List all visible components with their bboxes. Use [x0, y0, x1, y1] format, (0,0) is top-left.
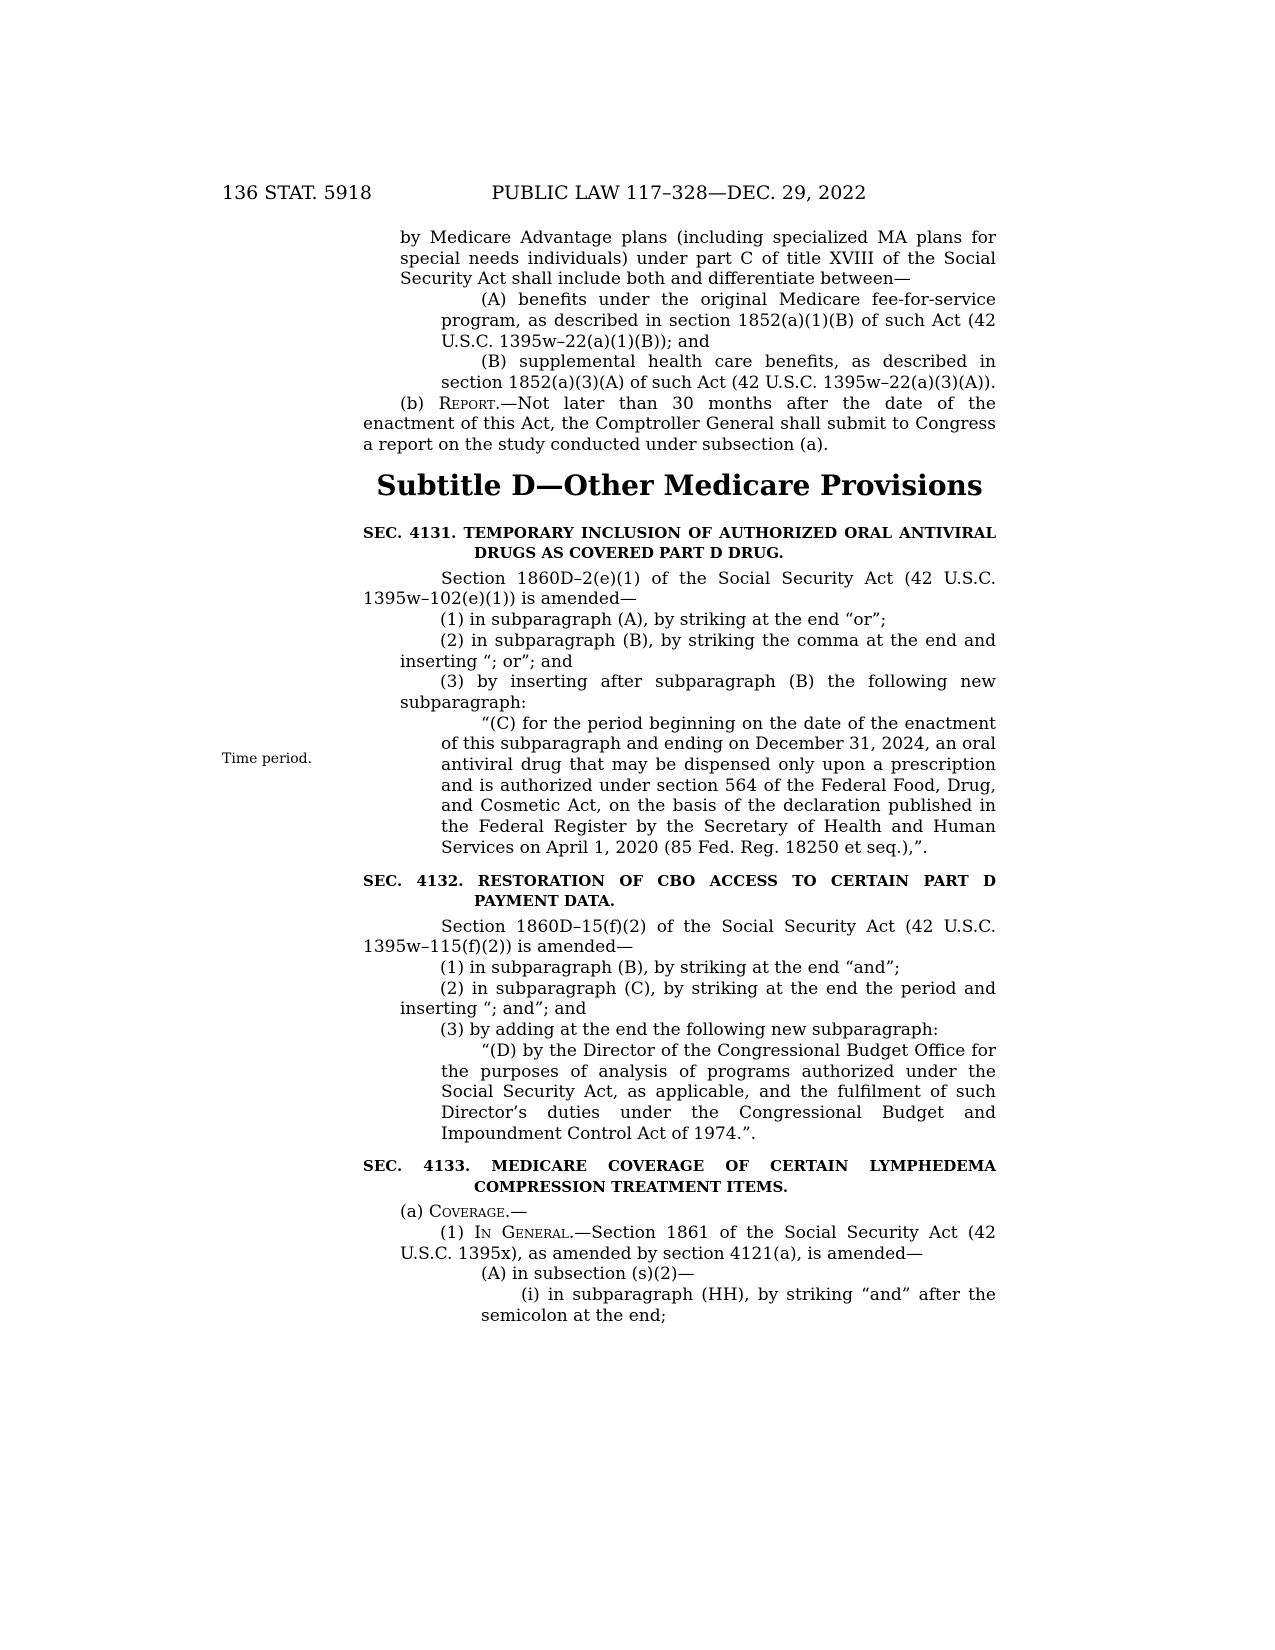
paragraph-b-text: .—Not later than 30 months after the date of the enactment of this Act, the Comptroller General shall submit to Congress a report on the study conducted under subsection (a).: [363, 393, 996, 456]
law-title: PUBLIC LAW 117–328—DEC. 29, 2022: [491, 182, 867, 204]
margin-note-time-period: Time period.: [222, 751, 313, 767]
subparagraph-a: (A) benefits under the original Medicare fee-for-service program, as described in section 1852(a)(1)(B) of such Act (42 U.S.C. 1395w–22(a)(1)(B)); and: [441, 290, 996, 352]
sec-4132-intro: Section 1860D–15(f)(2) of the Social Security Act (42 U.S.C. 1395w–115(f)(2)) is amended—: [363, 916, 996, 958]
paragraph-b-heading-smallcaps: Report: [438, 393, 495, 414]
sec-4132-clause-3: (3) by adding at the end the following new subparagraph:: [440, 1020, 939, 1041]
sec-4131-clause-3: (3) by inserting after subparagraph (B) the following new subparagraph:: [400, 672, 996, 713]
sec-4133-par-a: [363, 1202, 996, 1223]
sec-4133-par-a1: [363, 1223, 996, 1264]
sec-4132-heading: SEC. 4132. RESTORATION OF CBO ACCESS TO CERTAIN PART D PAYMENT DATA.: [363, 871, 996, 911]
sec-4132-clause-2: (2) in subparagraph (C), by striking at the end the period and inserting “; and”; and: [400, 978, 996, 1020]
paragraph-b-report: [363, 394, 996, 456]
sec-4133-subpar-A: (A) in subsection (s)(2)—: [481, 1264, 695, 1285]
sec-4132-quote-d: “(D) by the Director of the Congressional Budget Office for the purposes of analysis of programs authorized under the Social Security Act, as applicable, and the fulfilment of such Director’s duties under the Congressional Budget and Impoundment Control Act of 1974.”.: [441, 1040, 996, 1144]
sec-4131-heading: SEC. 4131. TEMPORARY INCLUSION OF AUTHORIZED ORAL ANTIVIRAL DRUGS AS COVERED PART D DRUG.: [363, 523, 996, 563]
sec-4133-par-a-smallcaps: Coverage: [428, 1202, 505, 1223]
sec-4133-heading: SEC. 4133. MEDICARE COVERAGE OF CERTAIN LYMPHEDEMA COMPRESSION TREATMENT ITEMS.: [363, 1157, 996, 1196]
text-column: [363, 228, 996, 1327]
sec-4131-clause-1: (1) in subparagraph (A), by striking at the end “or”;: [440, 610, 887, 631]
sec-4133-par-a-dash: .—: [504, 1202, 528, 1223]
sec-4133-par-a1-text: .—Section 1861 of the Social Security Act (42 U.S.C. 1395x), as amended by section 4121(a), is amended—: [400, 1223, 996, 1264]
subparagraph-b: (B) supplemental health care benefits, as described in section 1852(a)(3)(A) of such Act (42 U.S.C. 1395w–22(a)(3)(A)).: [441, 352, 996, 393]
sec-4131-quote-c: “(C) for the period beginning on the date of the enactment of this subparagraph and ending on December 31, 2024, an oral antiviral drug that may be dispensed only upon a prescription and is authorized under section 564 of the Federal Food, Drug, and Cosmetic Act, on the basis of the declaration published in the Federal Register by the Secretary of Health and Human Services on April 1, 2020 (85 Fed. Reg. 18250 et seq.),”.: [441, 713, 996, 858]
sec-4131-intro: Section 1860D–2(e)(1) of the Social Security Act (42 U.S.C. 1395w–102(e)(1)) is amended—: [363, 568, 996, 610]
sec-4131-clause-2: (2) in subparagraph (B), by striking the comma at the end and inserting “; or”; and: [400, 630, 996, 672]
sec-4133-item-i: (i) in subparagraph (HH), by striking “and” after the semicolon at the end;: [481, 1285, 996, 1326]
subtitle-d-heading: Subtitle D—Other Medicare Provisions: [376, 468, 983, 502]
sec-4132-clause-1: (1) in subparagraph (B), by striking at the end “and”;: [440, 957, 901, 978]
sec-4133-par-a-label: (a): [400, 1202, 429, 1223]
continuation-paragraph: by Medicare Advantage plans (including specialized MA plans for special needs individuals) under part C of title XVIII of the Social Security Act shall include both and differentiate between—: [400, 228, 996, 290]
sec-4133-par-a1-label: (1): [440, 1223, 475, 1244]
sec-4133-par-a1-smallcaps: In General: [474, 1223, 569, 1244]
stat-page-number: 136 STAT. 5918: [222, 182, 372, 204]
paragraph-b-label: (b): [400, 393, 439, 414]
